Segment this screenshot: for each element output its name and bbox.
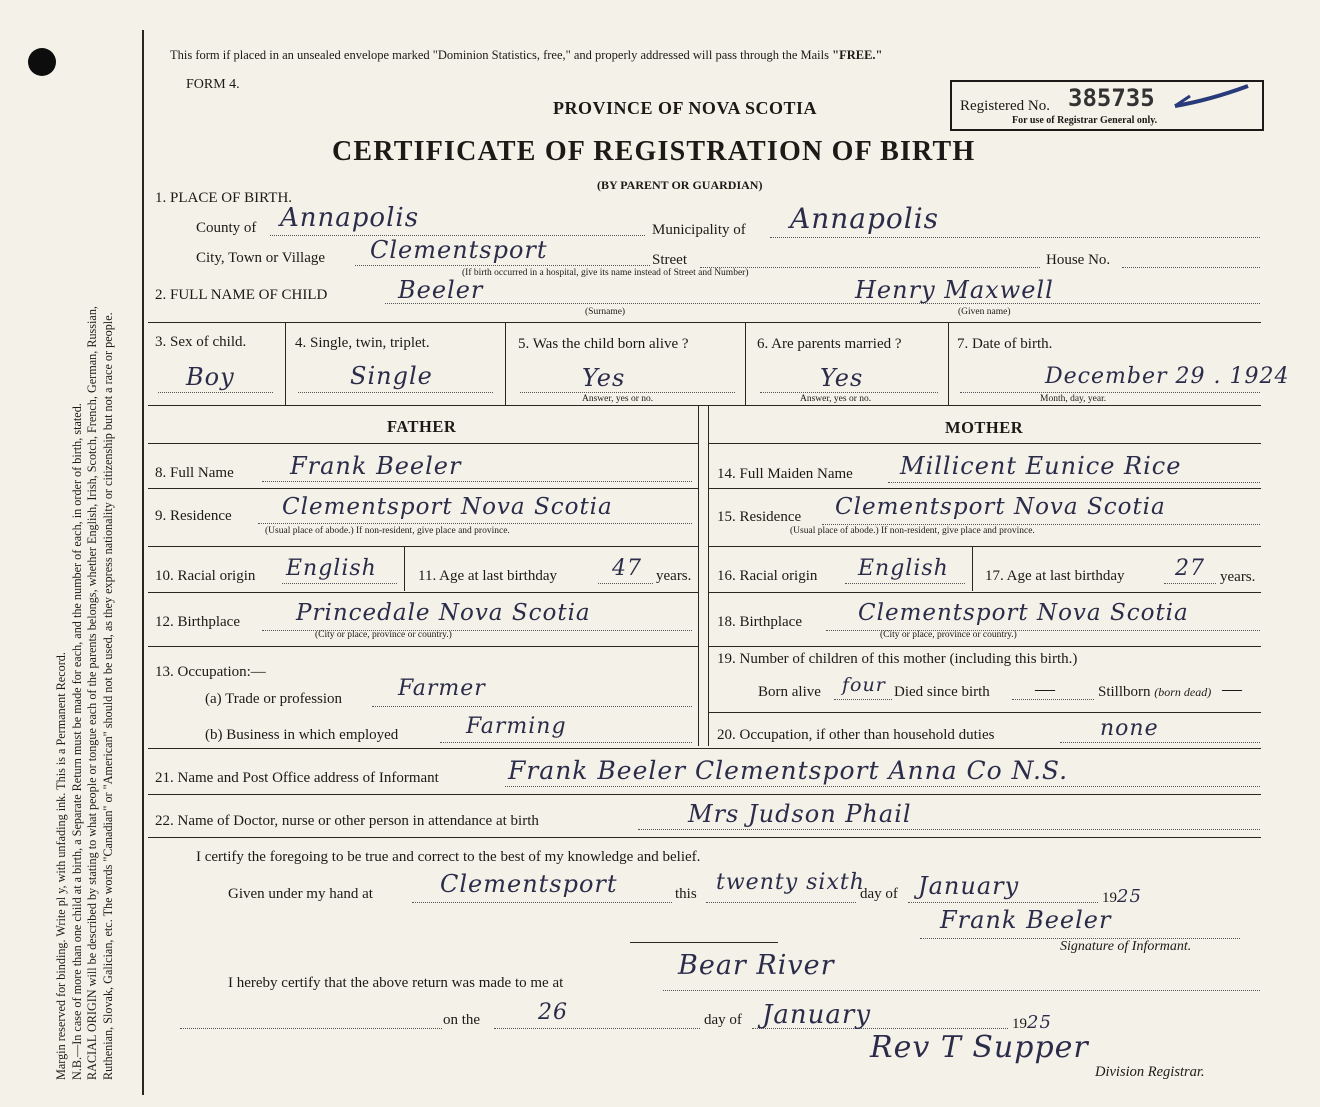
house-label: House No. bbox=[1046, 252, 1111, 268]
certify-year-prefix: 19 bbox=[1102, 890, 1117, 906]
mother-age: 27 bbox=[1175, 556, 1205, 581]
page-title: CERTIFICATE OF REGISTRATION OF BIRTH bbox=[332, 136, 976, 167]
father-residence-caption: (Usual place of abode.) If non-resident, give place and province. bbox=[265, 526, 510, 536]
rule-14 bbox=[709, 488, 1261, 489]
sex-line bbox=[158, 392, 273, 393]
street-label: Street bbox=[652, 252, 687, 268]
married-value: Yes bbox=[820, 364, 864, 392]
separator-rule bbox=[630, 942, 778, 943]
mother-racial: English bbox=[858, 556, 949, 581]
father-heading: FATHER bbox=[387, 417, 457, 436]
rule-10 bbox=[148, 592, 698, 593]
registrar-day-line bbox=[494, 1028, 700, 1029]
division-registrar-caption: Division Registrar. bbox=[1095, 1064, 1205, 1080]
mother-racial-label: 16. Racial origin bbox=[717, 568, 818, 584]
mother-years: years. bbox=[1220, 569, 1256, 585]
stillborn-note: (born dead) bbox=[1154, 685, 1212, 699]
margin-note-1: Margin reserved for binding. Write pl y, with unfading ink. This is a Permanent Record. bbox=[54, 652, 68, 1080]
father-racial-label: 10. Racial origin bbox=[155, 568, 256, 584]
born-alive-value: four bbox=[842, 674, 886, 696]
trade-label: (a) Trade or profession bbox=[205, 691, 343, 707]
business-line bbox=[440, 742, 692, 743]
stillborn-label bbox=[1098, 684, 1211, 701]
father-age-label: 11. Age at last birthday bbox=[418, 568, 557, 584]
children-label: 19. Number of children of this mother (including this birth.) bbox=[717, 651, 1078, 667]
registrar-day: 26 bbox=[538, 1000, 568, 1025]
occupation-label: 13. Occupation:— bbox=[155, 664, 266, 680]
divider-6-7 bbox=[948, 323, 949, 405]
sex-label: 3. Sex of child. bbox=[155, 334, 247, 350]
divider-4-5 bbox=[505, 323, 506, 405]
multiple-value: Single bbox=[350, 362, 433, 390]
business-value: Farming bbox=[466, 714, 567, 739]
father-birthplace-label: 12. Birthplace bbox=[155, 614, 240, 630]
informant-value: Frank Beeler Clementsport Anna Co N.S. bbox=[508, 756, 1069, 785]
mother-name-line bbox=[888, 482, 1260, 483]
certify-year bbox=[1102, 886, 1142, 907]
born-alive-label: Born alive bbox=[758, 684, 821, 700]
father-racial: English bbox=[286, 556, 377, 581]
doctor-line bbox=[638, 829, 1260, 830]
hospital-note: (If birth occurred in a hospital, give its name instead of Street and Number) bbox=[462, 268, 749, 278]
alive-line bbox=[520, 392, 735, 393]
child-surname: Beeler bbox=[398, 276, 484, 304]
rule-2 bbox=[148, 405, 1261, 406]
form-number: FORM 4. bbox=[186, 77, 240, 92]
registrar-note: For use of Registrar General only. bbox=[1012, 115, 1158, 126]
rule-16 bbox=[709, 592, 1261, 593]
mail-note bbox=[170, 48, 882, 63]
registrar-month: January bbox=[762, 1000, 872, 1030]
given-label: Given under my hand at bbox=[228, 886, 373, 902]
divider-5-6 bbox=[745, 323, 746, 405]
page-subtitle: (BY PARENT OR GUARDIAN) bbox=[597, 178, 763, 192]
married-label: 6. Are parents married ? bbox=[757, 336, 902, 352]
province-title: PROVINCE OF NOVA SCOTIA bbox=[553, 98, 818, 118]
father-residence-line bbox=[258, 523, 692, 524]
city-label: City, Town or Village bbox=[196, 250, 326, 266]
father-name: Frank Beeler bbox=[290, 452, 462, 480]
trade-value: Farmer bbox=[398, 676, 486, 701]
alive-caption: Answer, yes or no. bbox=[582, 394, 654, 404]
died-label: Died since birth bbox=[894, 684, 990, 700]
mother-racial-line bbox=[845, 583, 965, 584]
mother-age-line bbox=[1164, 583, 1216, 584]
trade-line bbox=[372, 706, 692, 707]
house-line bbox=[1122, 267, 1260, 268]
county-value: Annapolis bbox=[280, 203, 420, 233]
informant-signature: Frank Beeler bbox=[940, 906, 1112, 934]
city-line bbox=[355, 265, 650, 266]
signature-caption: Signature of Informant. bbox=[1060, 939, 1192, 954]
multiple-line bbox=[298, 392, 493, 393]
rule-18 bbox=[709, 646, 1261, 647]
child-name-line bbox=[385, 303, 1260, 304]
month-line bbox=[908, 902, 1098, 903]
certify-day: twenty sixth bbox=[716, 870, 865, 895]
married-line bbox=[760, 392, 938, 393]
mother-birthplace: Clementsport Nova Scotia bbox=[858, 600, 1189, 626]
municipality-value: Annapolis bbox=[790, 202, 940, 235]
registrar-place-line bbox=[663, 990, 1260, 991]
mother-occupation-value: none bbox=[1100, 716, 1159, 741]
rule-1 bbox=[148, 322, 1261, 323]
divider-3-4 bbox=[285, 323, 286, 405]
doctor-label: 22. Name of Doctor, nurse or other person in attendance at birth bbox=[155, 813, 539, 829]
father-name-line bbox=[262, 481, 692, 482]
dob-line bbox=[960, 392, 1260, 393]
mother-occupation-line bbox=[1060, 742, 1260, 743]
rule-3 bbox=[148, 748, 1261, 749]
stillborn-value: — bbox=[1222, 678, 1242, 700]
alive-value: Yes bbox=[582, 364, 626, 392]
mother-birthplace-caption: (City or place, province or country.) bbox=[880, 630, 1017, 640]
father-name-label: 8. Full Name bbox=[155, 465, 234, 481]
father-age-line bbox=[598, 583, 653, 584]
mother-occupation-label: 20. Occupation, if other than household duties bbox=[717, 727, 995, 743]
certify-month: January bbox=[918, 872, 1020, 900]
this-label: this bbox=[675, 886, 697, 902]
registrar-place: Bear River bbox=[678, 950, 835, 981]
doctor-value: Mrs Judson Phail bbox=[688, 800, 912, 828]
mother-residence-line bbox=[822, 524, 1260, 525]
municipality-label: Municipality of bbox=[652, 222, 746, 238]
registrar-lead-line bbox=[180, 1028, 442, 1029]
informant-label: 21. Name and Post Office address of Informant bbox=[155, 770, 439, 786]
registered-number: 385735 bbox=[1068, 84, 1155, 112]
rule-4 bbox=[148, 794, 1261, 795]
margin-notes bbox=[54, 306, 116, 1080]
dob-label: 7. Date of birth. bbox=[957, 336, 1053, 352]
divider-16-17 bbox=[972, 547, 973, 591]
dob-caption: Month, day, year. bbox=[1040, 394, 1107, 404]
father-racial-line bbox=[282, 583, 397, 584]
mother-residence-label: 15. Residence bbox=[717, 509, 802, 525]
father-age: 47 bbox=[612, 556, 642, 581]
given-place: Clementsport bbox=[440, 870, 618, 898]
registrar-year-suffix: 25 bbox=[1027, 1012, 1052, 1033]
divider-10-11 bbox=[404, 547, 405, 591]
margin-note-3: RACIAL ORIGIN will be described by stating to what people or tongue each of the parents belongs, whether English, Irish, Scotch, French, German, Russian, bbox=[85, 306, 100, 1080]
place-heading: 1. PLACE OF BIRTH. bbox=[155, 190, 293, 206]
dob-value: December 29 . 1924 bbox=[1045, 364, 1290, 389]
mother-name-label: 14. Full Maiden Name bbox=[717, 466, 853, 482]
binding-hole bbox=[28, 48, 56, 76]
rule-9 bbox=[148, 546, 698, 547]
municipality-line bbox=[770, 237, 1260, 238]
mother-residence-caption: (Usual place of abode.) If non-resident, give place and province. bbox=[790, 526, 1035, 536]
registrar-statement: I hereby certify that the above return was made to me at bbox=[228, 975, 564, 991]
registered-label: Registered No. bbox=[960, 98, 1050, 114]
alive-label: 5. Was the child born alive ? bbox=[518, 336, 689, 352]
rule-19 bbox=[709, 712, 1261, 713]
father-right-border bbox=[698, 406, 699, 746]
business-label: (b) Business in which employed bbox=[205, 727, 399, 743]
mother-birthplace-label: 18. Birthplace bbox=[717, 614, 802, 630]
rule-15 bbox=[709, 546, 1261, 547]
born-alive-line bbox=[834, 699, 892, 700]
father-birthplace: Princedale Nova Scotia bbox=[296, 600, 591, 626]
margin-note-2: N.B.—In case of more than one child at a birth, a Separate Return must be made for each, and the number of each, in order of birth, stated. bbox=[69, 403, 84, 1080]
child-given-name: Henry Maxwell bbox=[855, 276, 1054, 304]
rule-8 bbox=[148, 488, 698, 489]
mother-residence: Clementsport Nova Scotia bbox=[835, 494, 1166, 520]
pen-mark-icon bbox=[1170, 82, 1255, 112]
father-years: years. bbox=[656, 568, 692, 584]
given-caption: (Given name) bbox=[958, 307, 1011, 317]
mail-note-text: This form if placed in an unsealed envelope marked "Dominion Statistics, free," and properly addressed will pass through the Mails bbox=[170, 48, 829, 62]
margin-note-4: Ruthenian, Slovak, Galician, etc. The words "Canadian" or "American" should not be used, as they express nationality or citizenship but not a race or people. bbox=[100, 312, 115, 1080]
died-value: — bbox=[1035, 678, 1055, 700]
stillborn-text: Stillborn bbox=[1098, 684, 1151, 700]
mother-header-rule bbox=[709, 443, 1261, 444]
rule-12 bbox=[148, 646, 698, 647]
certify-year-suffix: 25 bbox=[1117, 886, 1142, 907]
county-label: County of bbox=[196, 220, 257, 236]
child-name-label: 2. FULL NAME OF CHILD bbox=[155, 287, 328, 303]
father-residence-label: 9. Residence bbox=[155, 508, 232, 524]
given-line bbox=[412, 902, 672, 903]
informant-line bbox=[505, 786, 1260, 787]
registrar-day-of: day of bbox=[704, 1012, 742, 1028]
day-line bbox=[706, 902, 856, 903]
mother-age-label: 17. Age at last birthday bbox=[985, 568, 1125, 584]
mother-left-border bbox=[708, 406, 709, 746]
father-birthplace-caption: (City or place, province or country.) bbox=[315, 630, 452, 640]
father-residence: Clementsport Nova Scotia bbox=[282, 494, 613, 520]
certify-day-of: day of bbox=[860, 886, 898, 902]
mother-heading: MOTHER bbox=[945, 418, 1024, 437]
sex-value: Boy bbox=[186, 363, 235, 391]
multiple-label: 4. Single, twin, triplet. bbox=[295, 335, 430, 351]
on-the-label: on the bbox=[443, 1012, 481, 1028]
street-line bbox=[700, 267, 1040, 268]
married-caption: Answer, yes or no. bbox=[800, 394, 872, 404]
mother-name: Millicent Eunice Rice bbox=[900, 452, 1182, 480]
certify-statement: I certify the foregoing to be true and correct to the best of my knowledge and belief. bbox=[196, 849, 701, 865]
surname-caption: (Surname) bbox=[585, 307, 626, 317]
father-header-rule bbox=[148, 443, 698, 444]
mail-free: "FREE." bbox=[832, 48, 883, 62]
rule-5 bbox=[148, 837, 1261, 838]
registrar-signature: Rev T Supper bbox=[870, 1030, 1089, 1065]
registrar-year-prefix: 19 bbox=[1012, 1016, 1027, 1032]
margin-line bbox=[142, 30, 144, 1095]
city-value: Clementsport bbox=[370, 236, 548, 264]
